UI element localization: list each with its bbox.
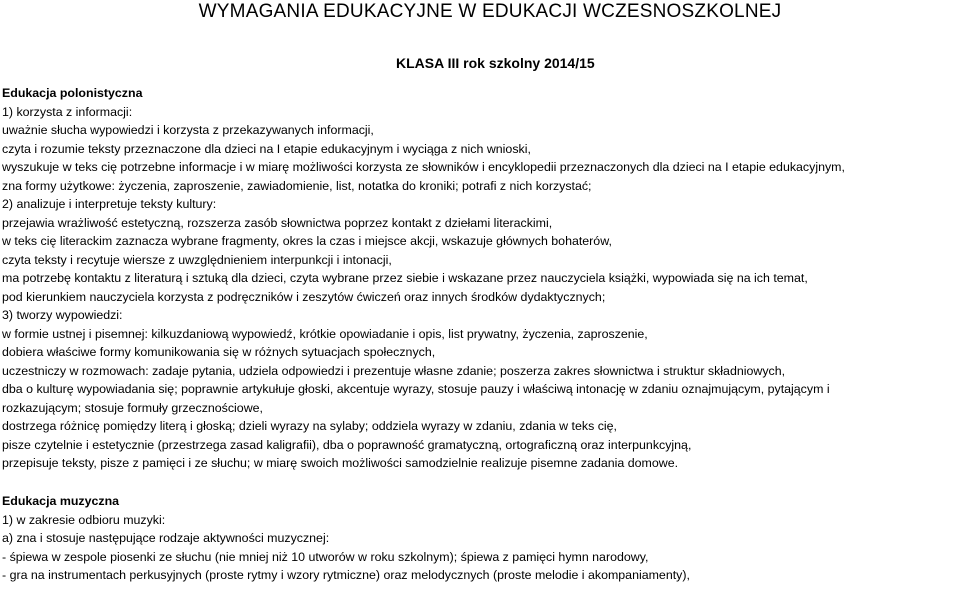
text-line: wyszukuje w teks cię potrzebne informacje i w miarę możliwości korzysta ze słowników i encyklopedii przeznaczonych dla dzieci na I etapie edukacyjnym,: [2, 160, 845, 174]
text-line: dba o kulturę wypowiadania się; poprawnie artykułuje głoski, akcentuje wyrazy, stosuje pauzy i właściwą intonację w zdaniu oznajmującym, pytającym i: [2, 382, 830, 396]
text-line: czyta teksty i recytuje wiersze z uwzględnieniem interpunkcji i intonacji,: [2, 252, 392, 267]
text-line: pisze czytelnie i estetycznie (przestrzega zasad kaligrafii), dba o poprawność gramatyczną, ortograficzną oraz interpunkcyjną,: [2, 437, 692, 452]
text-line: a) zna i stosuje następujące rodzaje aktywności muzycznej:: [2, 531, 330, 545]
section-heading-muzyczna: Edukacja muzyczna: [2, 494, 120, 508]
text-line: 1) korzysta z informacji:: [2, 104, 133, 119]
document-body: [2, 84, 960, 585]
document-title: WYMAGANIA EDUKACYJNE W EDUKACJI WCZESNOSZKOLNEJ: [198, 1, 782, 22]
text-line: w teks cię literackim zaznacza wybrane fragmenty, okres la czas i miejsce akcji, wskazuje głównych bohaterów,: [2, 234, 612, 248]
text-line: rozkazującym; stosuje formuły grzecznościowe,: [2, 400, 263, 415]
text-line: 1) w zakresie odbioru muzyki:: [2, 512, 166, 527]
text-line: 2) analizuje i interpretuje teksty kultury:: [2, 197, 217, 211]
text-line: uważnie słucha wypowiedzi i korzysta z przekazywanych informacji,: [2, 123, 374, 137]
text-line: 3) tworzy wypowiedzi:: [2, 308, 123, 322]
text-line: - gra na instrumentach perkusyjnych (proste rytmy i wzory rytmiczne) oraz melodycznych (proste melodie i akompaniamenty),: [2, 568, 690, 582]
text-line: pod kierunkiem nauczyciela korzysta z podręczników i zeszytów ćwiczeń oraz innych środków dydaktycznych;: [2, 289, 606, 304]
text-line: czyta i rozumie teksty przeznaczone dla dzieci na I etapie edukacyjnym i wyciąga z nich wnioski,: [2, 141, 531, 156]
text-line: przepisuje teksty, pisze z pamięci i ze słuchu; w miarę swoich możliwości samodzielnie realizuje pisemne zadania domowe.: [2, 456, 679, 470]
text-line: - śpiewa w zespole piosenki ze słuchu (nie mniej niż 10 utworów w roku szkolnym); śpiewa z pamięci hymn narodowy,: [2, 549, 649, 564]
paragraph-spacer: [2, 473, 960, 493]
text-line: w formie ustnej i pisemnej: kilkuzdaniową wypowiedź, krótkie opowiadanie i opis, list prywatny, życzenia, zaproszenie,: [2, 326, 648, 341]
text-line: ma potrzebę kontaktu z literaturą i sztuką dla dzieci, czyta wybrane przez siebie i wskazane przez nauczyciela książki, wypowiada się na ich temat,: [2, 271, 808, 285]
text-line: uczestniczy w rozmowach: zadaje pytania, udziela odpowiedzi i prezentuje własne zdanie; poszerza zakres słownictwa i struktur składniowych,: [2, 363, 786, 378]
text-line: zna formy użytkowe: życzenia, zaproszenie, zawiadomienie, list, notatka do kroniki; potrafi z nich korzystać;: [2, 178, 592, 193]
text-line: przejawia wrażliwość estetyczną, rozszerza zasób słownictwa poprzez kontakt z dziełami literackimi,: [2, 215, 553, 230]
text-line: dostrzega różnicę pomiędzy literą i głoską; dzieli wyrazy na sylaby; oddziela wyrazy w zdaniu, zdania w teks cię,: [2, 419, 617, 433]
class-year-subtitle: KLASA III rok szkolny 2014/15: [396, 55, 595, 71]
section-heading-polonistyczna: Edukacja polonistyczna: [2, 86, 143, 100]
text-line: dobiera właściwe formy komunikowania się w różnych sytuacjach społecznych,: [2, 345, 436, 359]
